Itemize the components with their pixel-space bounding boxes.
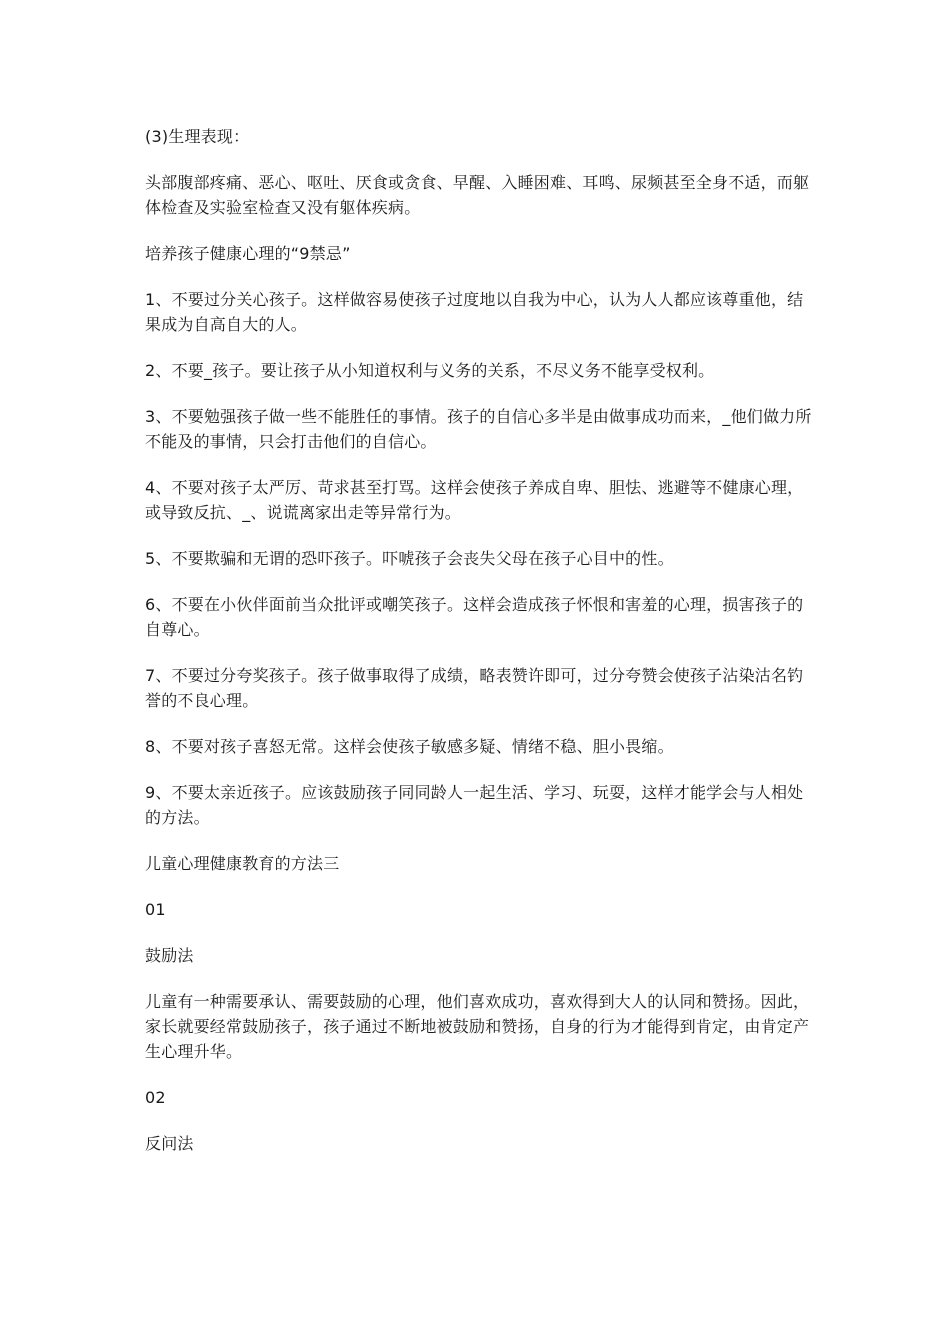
taboo-item-5: 5、不要欺骗和无谓的恐吓孩子。吓唬孩子会丧失父母在孩子心目中的性。 <box>145 549 674 568</box>
taboo-item-6: 6、不要在小伙伴面前当众批评或嘲笑孩子。这样会造成孩子怀恨和害羞的心理，损害孩子的自尊心。 <box>145 595 804 639</box>
taboo-item-8: 8、不要对孩子喜怒无常。这样会使孩子敏感多疑、情绪不稳、胆小畏缩。 <box>145 737 674 756</box>
document-body <box>145 124 815 1177</box>
physiological-symptoms-text: 头部腹部疼痛、恶心、呕吐、厌食或贪食、早醒、入睡困难、耳鸣、尿频甚至全身不适，而躯体检查及实验室检查又没有躯体疾病。 <box>145 173 810 217</box>
taboo-item-1: 1、不要过分关心孩子。这样做容易使孩子过度地以自我为中心，认为人人都应该尊重他，结果成为自高自大的人。 <box>145 290 804 334</box>
taboo-item-4: 4、不要对孩子太严厉、苛求甚至打骂。这样会使孩子养成自卑、胆怯、逃避等不健康心理，或导致反抗、_、说谎离家出走等异常行为。 <box>145 478 804 522</box>
taboo-item-9: 9、不要太亲近孩子。应该鼓励孩子同同龄人一起生活、学习、玩耍，这样才能学会与人相处的方法。 <box>145 783 804 827</box>
taboo-item-3: 3、不要勉强孩子做一些不能胜任的事情。孩子的自信心多半是由做事成功而来，_他们做力所不能及的事情，只会打击他们的自信心。 <box>145 407 812 451</box>
method-title-encouragement: 鼓励法 <box>145 946 194 965</box>
nine-taboos-heading: 培养孩子健康心理的“9禁忌” <box>145 244 351 263</box>
taboo-item-2: 2、不要_孩子。要让孩子从小知道权利与义务的关系，不尽义务不能享受权利。 <box>145 361 715 380</box>
taboo-item-7: 7、不要过分夸奖孩子。孩子做事取得了成绩，略表赞许即可，过分夸赞会使孩子沾染沽名钓誉的不良心理。 <box>145 666 804 710</box>
method-number-02: 02 <box>145 1088 166 1107</box>
methods-heading: 儿童心理健康教育的方法三 <box>145 854 340 873</box>
method-title-rhetorical-question: 反问法 <box>145 1134 194 1153</box>
physiological-symptoms-heading: (3)生理表现： <box>145 127 250 146</box>
method-number-01: 01 <box>145 900 166 919</box>
method-text-encouragement: 儿童有一种需要承认、需要鼓励的心理，他们喜欢成功，喜欢得到大人的认同和赞扬。因此，家长就要经常鼓励孩子，孩子通过不断地被鼓励和赞扬，自身的行为才能得到肯定，由肯定产生心理升华。 <box>145 992 810 1061</box>
